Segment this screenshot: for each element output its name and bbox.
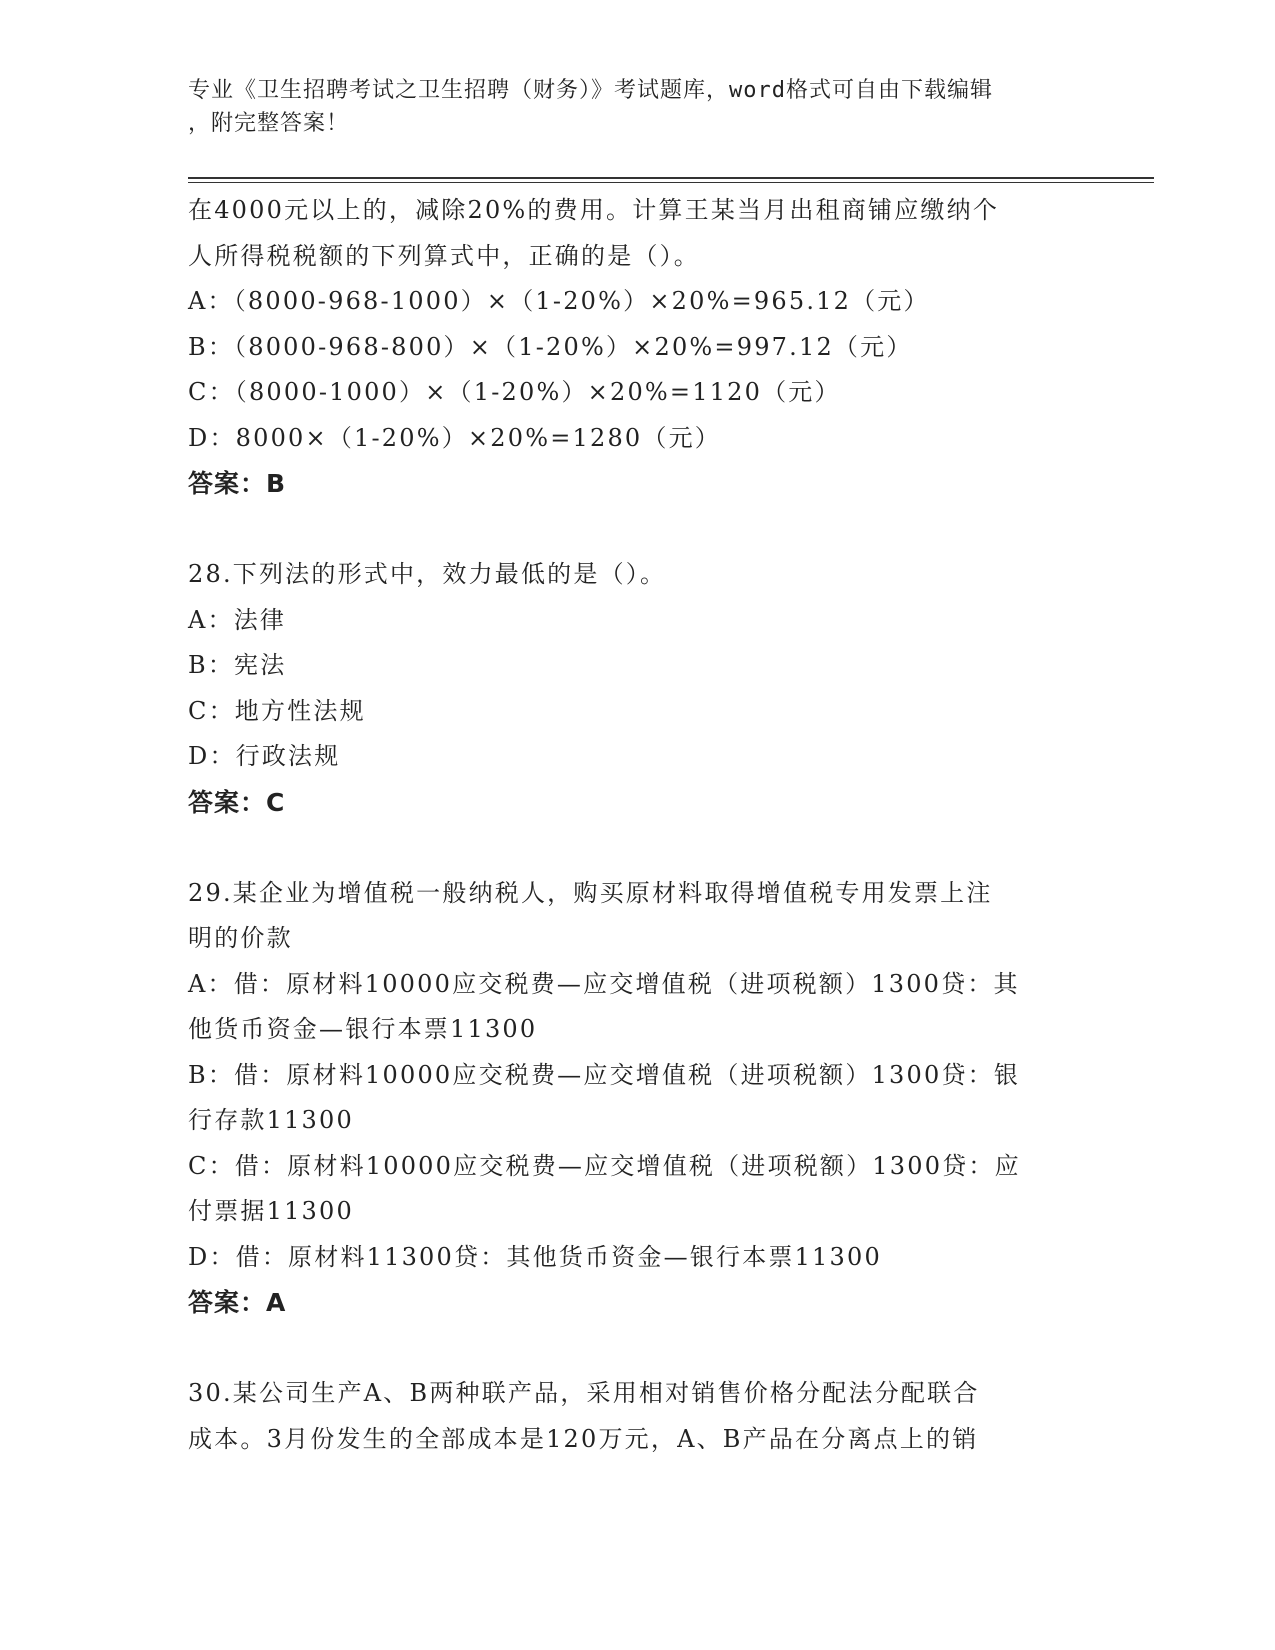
option-c-continued: 付票据11300 xyxy=(188,1197,354,1225)
option-a: A：（8000-968-1000）×（1-20%）×20%=965.12（元） xyxy=(188,287,930,315)
question-spacer xyxy=(188,1326,1088,1372)
question-stem: 明的价款 xyxy=(188,924,293,952)
option-a: A：法律 xyxy=(188,605,287,634)
option-c: C：借：原材料10000应交税费—应交增值税（进项税额）1300贷：应 xyxy=(188,1151,1021,1180)
question-28 xyxy=(188,552,1088,825)
answer-label: 答案：B xyxy=(188,469,287,498)
question-30 xyxy=(188,1371,1088,1462)
question-27 xyxy=(188,188,1088,507)
header-divider-thin xyxy=(188,182,1154,183)
option-d: D：借：原材料11300贷：其他货币资金—银行本票11300 xyxy=(188,1242,882,1271)
question-stem: 在4000元以上的，减除20%的费用。计算王某当月出租商铺应缴纳个 xyxy=(188,196,1000,224)
question-stem: 人所得税税额的下列算式中，正确的是（）。 xyxy=(188,241,700,270)
option-a: A：借：原材料10000应交税费—应交增值税（进项税额）1300贷：其 xyxy=(188,969,1020,998)
option-d: D：8000×（1-20%）×20%=1280（元） xyxy=(188,423,721,452)
answer-label: 答案：C xyxy=(188,787,286,817)
question-stem: 成本。3月份发生的全部成本是120万元，A、B产品在分离点上的销 xyxy=(188,1424,979,1453)
page-header: 专业《卫生招聘考试之卫生招聘（财务）》考试题库，word格式可自由下载编辑 ，附完整答案！ xyxy=(188,78,993,136)
question-stem: 28.下列法的形式中，效力最低的是（）。 xyxy=(188,560,667,588)
option-b-continued: 行存款11300 xyxy=(188,1106,354,1134)
answer-label: 答案：A xyxy=(188,1288,287,1317)
option-b: B：借：原材料10000应交税费—应交增值税（进项税额）1300贷：银 xyxy=(188,1060,1021,1089)
question-stem: 30.某公司生产A、B两种联产品，采用相对销售价格分配法分配联合 xyxy=(188,1379,980,1407)
question-spacer xyxy=(188,507,1088,553)
question-spacer xyxy=(188,825,1088,871)
question-29 xyxy=(188,871,1088,1326)
question-content xyxy=(188,188,1088,1462)
option-a-continued: 他货币资金—银行本票11300 xyxy=(188,1015,538,1043)
option-b: B：（8000-968-800）×（1-20%）×20%=997.12（元） xyxy=(188,332,913,361)
option-b: B：宪法 xyxy=(188,651,287,679)
header-divider-thick xyxy=(188,177,1154,179)
option-c: C：（8000-1000）×（1-20%）×20%=1120（元） xyxy=(188,378,841,406)
option-d: D：行政法规 xyxy=(188,742,341,770)
question-stem: 29.某企业为增值税一般纳税人，购买原材料取得增值税专用发票上注 xyxy=(188,878,993,907)
option-c: C：地方性法规 xyxy=(188,696,366,725)
